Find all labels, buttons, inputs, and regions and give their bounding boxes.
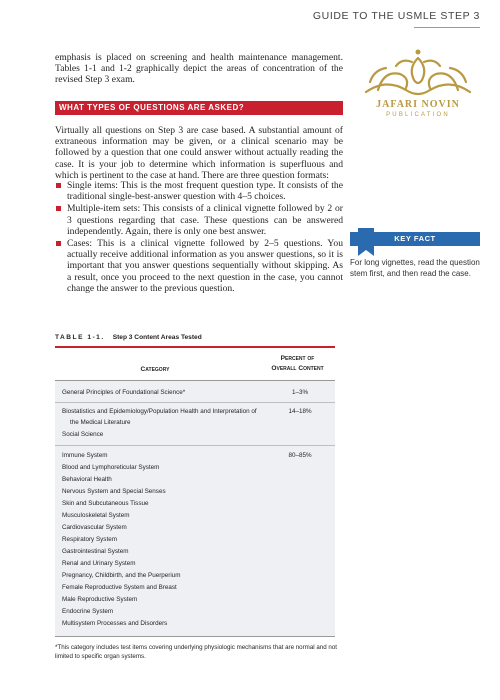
table-row: Respiratory System <box>62 536 117 543</box>
table-row: Skin and Subcutaneous Tissue <box>62 500 149 507</box>
logo-subtitle: PUBLICATION <box>386 112 450 118</box>
table-footnote: *This category includes test items covering underlying physiologic mechanisms that are normal and not limited to specific organ systems. <box>55 644 338 660</box>
list-item: Multiple-item sets: This consists of a clinical vignette followed by 2 or 3 questions regarding that case. These questions can be answered independently. Again, there is only one best answer. <box>55 203 343 237</box>
table-row: Cardiovascular System <box>62 524 127 531</box>
bullet-square-icon <box>56 241 61 246</box>
table-row: Male Reproductive System <box>62 596 138 603</box>
section-heading: WHAT TYPES OF QUESTIONS ARE ASKED? <box>55 101 343 115</box>
table-percent: 1–3% <box>291 389 309 396</box>
table-row: Gastrointestinal System <box>62 548 129 555</box>
table-percent: 14–18% <box>288 408 312 415</box>
question-format-list <box>55 180 343 295</box>
table-top-rule <box>55 346 335 348</box>
table-row: Musculoskeletal System <box>62 512 130 519</box>
column-header-category: Category <box>140 366 170 373</box>
table-row: Multisystem Processes and Disorders <box>62 620 168 627</box>
table-row: Female Reproductive System and Breast <box>62 584 177 591</box>
intro-paragraph: emphasis is placed on screening and health maintenance management. Tables 1-1 and 1-2 graphically depict the areas of concentration of the revised Step 3 exam. <box>55 52 343 86</box>
table-row: General Principles of Foundational Science* <box>62 389 186 396</box>
table-row: Endocrine System <box>62 608 114 615</box>
list-item: Single items: This is the most frequent question type. It consists of the traditional single-best-answer question with 4–5 choices. <box>55 180 343 202</box>
group-divider <box>55 445 335 446</box>
table-row: Blood and Lymphoreticular System <box>62 464 160 471</box>
key-fact-heading: KEY FACT <box>350 232 480 246</box>
table-row: the Medical Literature <box>70 419 131 426</box>
list-item: Cases: This is a clinical vignette followed by 2–5 questions. You actually receive additional information as you answer questions, so it is important that you answer questions sequentially without skipping. As a result, once you proceed to the next question in the case, you cannot change the answer to the previous question. <box>55 238 343 294</box>
table-row: Pregnancy, Childbirth, and the Puerperium <box>62 572 181 579</box>
column-header-percent: Percent of Overall Content <box>271 355 324 372</box>
table-bottom-rule <box>55 636 335 637</box>
section-paragraph: Virtually all questions on Step 3 are case based. A substantial amount of extraneous information may be given, or a clinical scenario may be followed by a question that one could answer without actually reading the case. It is your job to determine which information is superfluous and which is pertinent to the case at hand. There are three question formats: <box>55 125 343 181</box>
table-label: TABLE 1-1. <box>55 334 105 341</box>
header-rule <box>414 27 480 28</box>
table-row: Renal and Urinary System <box>62 560 136 567</box>
group-divider <box>55 402 335 403</box>
table-row: Social Science <box>62 431 104 438</box>
bullet-square-icon <box>56 183 61 188</box>
table-row: Nervous System and Special Senses <box>62 488 166 495</box>
table-caption <box>55 334 202 341</box>
table-percent: 80–85% <box>288 452 312 459</box>
bullet-square-icon <box>56 206 61 211</box>
table-row: Biostatistics and Epidemiology/Population Health and Interpretation of <box>62 408 257 415</box>
key-fact-text: For long vignettes, read the question stem first, and then read the case. <box>350 258 480 278</box>
running-head: GUIDE TO THE USMLE STEP 3 <box>312 10 480 22</box>
logo-name: JAFARI NOVIN <box>376 99 460 110</box>
table-title: Step 3 Content Areas Tested <box>112 334 202 341</box>
bookmark-icon <box>358 228 374 250</box>
table-row: Behavioral Health <box>62 476 112 483</box>
table-row: Immune System <box>62 452 108 459</box>
